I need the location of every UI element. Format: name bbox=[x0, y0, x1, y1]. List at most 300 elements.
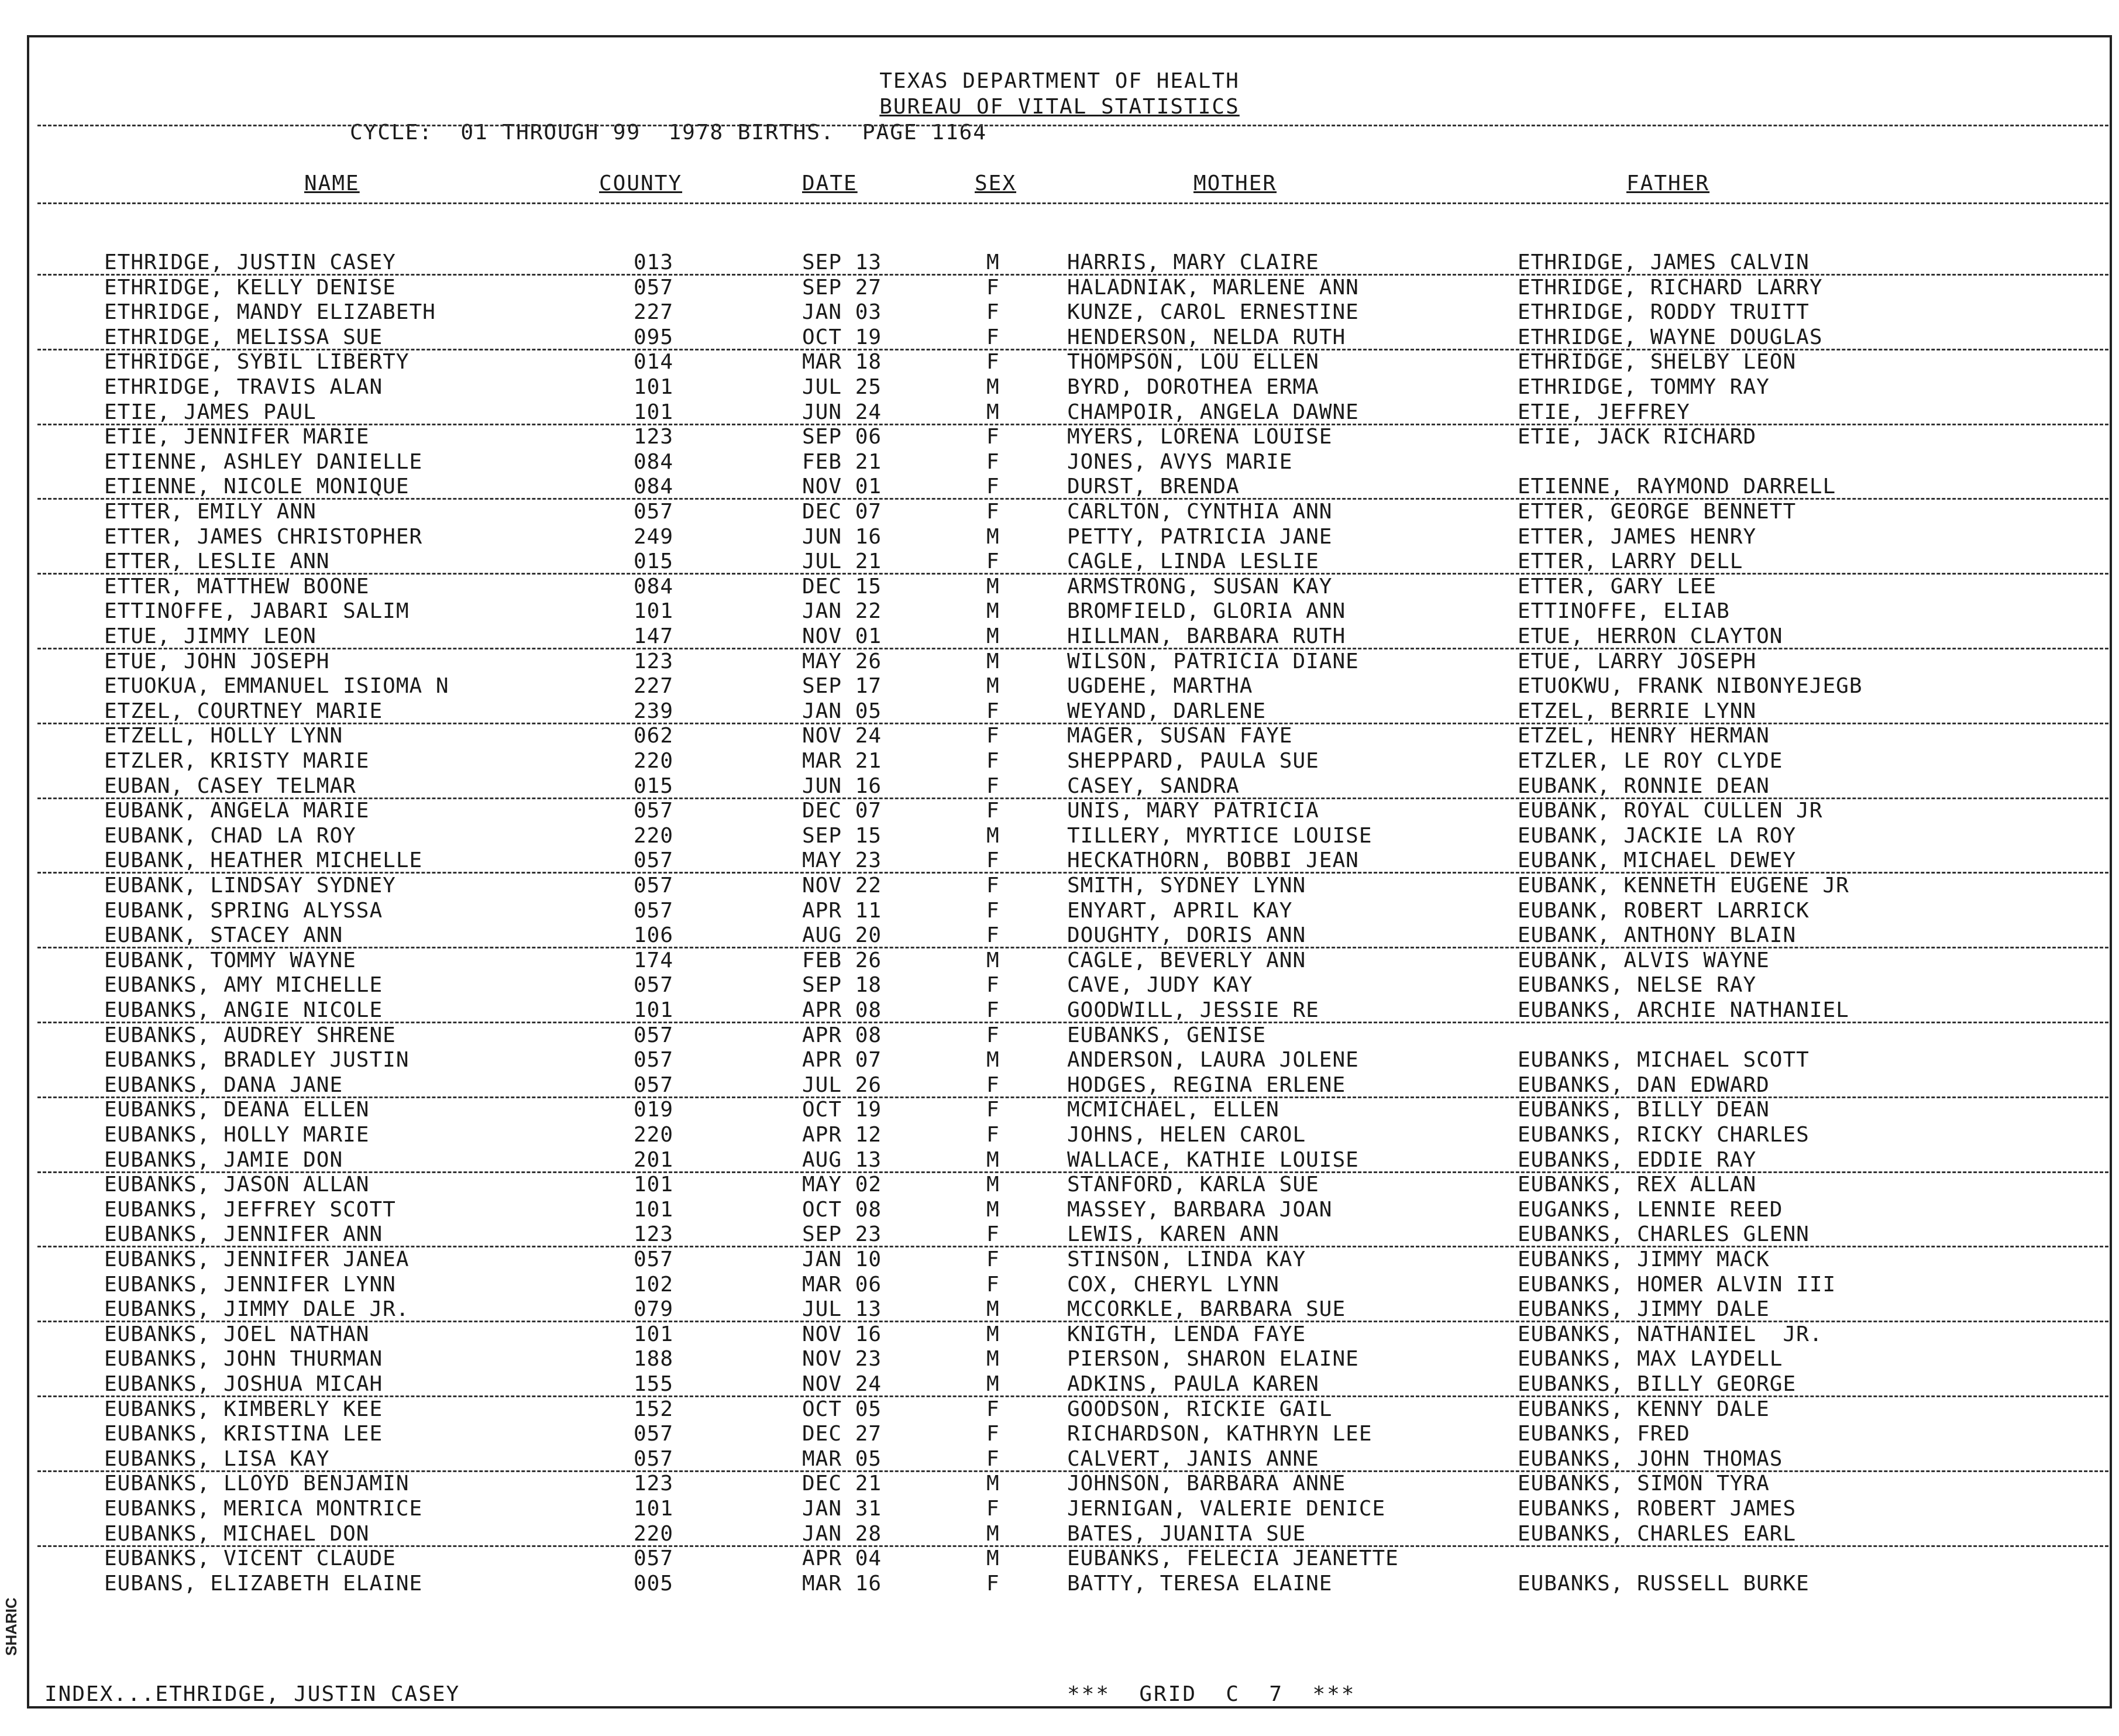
cell-county: 005 bbox=[634, 1571, 674, 1596]
cell-father: ETZLER, LE ROY CLYDE bbox=[1518, 749, 1783, 773]
cell-father: EUBANKS, ARCHIE NATHANIEL bbox=[1518, 998, 1849, 1022]
cell-mother: JONES, AVYS MARIE bbox=[1067, 449, 1293, 474]
cell-name: ETZLER, KRISTY MARIE bbox=[104, 749, 370, 773]
cell-date: APR 07 bbox=[802, 1048, 882, 1072]
table-row bbox=[0, 1247, 2119, 1272]
cell-name: EUBANKS, KRISTINA LEE bbox=[104, 1422, 383, 1446]
table-row bbox=[0, 1148, 2119, 1173]
cell-county: 101 bbox=[634, 1197, 674, 1222]
side-label: SHARIC bbox=[2, 1597, 20, 1656]
table-row bbox=[0, 799, 2119, 823]
cell-sex: F bbox=[986, 1422, 1000, 1446]
cell-county: 057 bbox=[634, 500, 674, 524]
cell-mother: MCCORKLE, BARBARA SUE bbox=[1067, 1297, 1346, 1322]
cell-mother: WILSON, PATRICIA DIANE bbox=[1067, 649, 1359, 673]
table-row bbox=[0, 1222, 2119, 1247]
cell-date: JUN 24 bbox=[802, 400, 882, 424]
cell-mother: JOHNS, HELEN CAROL bbox=[1067, 1123, 1306, 1147]
cell-county: 015 bbox=[634, 774, 674, 798]
cell-name: EUBANKS, KIMBERLY KEE bbox=[104, 1397, 383, 1421]
cell-father: EUBANKS, MICHAEL SCOTT bbox=[1518, 1048, 1810, 1072]
cell-date: SEP 17 bbox=[802, 674, 882, 699]
col-header-mother: MOTHER bbox=[1193, 171, 1277, 195]
cell-sex: M bbox=[986, 250, 1000, 274]
cell-name: EUBANKS, ANGIE NICOLE bbox=[104, 998, 383, 1022]
cell-name: ETHRIDGE, KELLY DENISE bbox=[104, 275, 396, 300]
table-row bbox=[0, 848, 2119, 873]
cycle-line: CYCLE: 01 THROUGH 99 1978 BIRTHS. PAGE 1164 bbox=[350, 121, 987, 145]
cell-date: APR 08 bbox=[802, 1023, 882, 1047]
cell-father: ETIE, JEFFREY bbox=[1518, 400, 1690, 424]
table-row bbox=[0, 899, 2119, 923]
cell-name: EUBANK, HEATHER MICHELLE bbox=[104, 848, 423, 873]
cell-father: ETHRIDGE, WAYNE DOUGLAS bbox=[1518, 325, 1823, 349]
cell-mother: GOODSON, RICKIE GAIL bbox=[1067, 1397, 1333, 1421]
cell-father: EUBANKS, NATHANIEL JR. bbox=[1518, 1322, 1823, 1346]
cell-county: 101 bbox=[634, 400, 674, 424]
cell-sex: F bbox=[986, 1397, 1000, 1421]
cell-mother: TILLERY, MYRTICE LOUISE bbox=[1067, 823, 1372, 848]
cell-sex: F bbox=[986, 475, 1000, 499]
cell-date: AUG 20 bbox=[802, 923, 882, 948]
cell-mother: CAGLE, BEVERLY ANN bbox=[1067, 948, 1306, 972]
cell-county: 227 bbox=[634, 300, 674, 325]
cell-mother: MASSEY, BARBARA JOAN bbox=[1067, 1197, 1333, 1222]
cell-name: EUBANKS, LLOYD BENJAMIN bbox=[104, 1472, 410, 1496]
cell-date: OCT 19 bbox=[802, 325, 882, 349]
cell-date: APR 08 bbox=[802, 998, 882, 1022]
cell-mother: HODGES, REGINA ERLENE bbox=[1067, 1072, 1346, 1097]
cell-sex: F bbox=[986, 923, 1000, 948]
cell-mother: MCMICHAEL, ELLEN bbox=[1067, 1098, 1279, 1122]
cell-mother: KUNZE, CAROL ERNESTINE bbox=[1067, 300, 1359, 325]
cell-date: JUL 25 bbox=[802, 375, 882, 399]
cell-county: 095 bbox=[634, 325, 674, 349]
table-row bbox=[0, 300, 2119, 325]
cell-father: EUBANKS, REX ALLAN bbox=[1518, 1173, 1757, 1197]
cell-date: SEP 23 bbox=[802, 1222, 882, 1247]
cell-mother: ENYART, APRIL KAY bbox=[1067, 898, 1293, 923]
cell-date: NOV 16 bbox=[802, 1322, 882, 1346]
cell-mother: JOHNSON, BARBARA ANNE bbox=[1067, 1472, 1346, 1496]
cell-name: EUBANKS, JOSHUA MICAH bbox=[104, 1372, 383, 1396]
cell-name: EUBANK, ANGELA MARIE bbox=[104, 799, 370, 823]
table-row bbox=[0, 1123, 2119, 1147]
cell-father: ETZEL, BERRIE LYNN bbox=[1518, 699, 1757, 723]
cell-date: JAN 22 bbox=[802, 599, 882, 624]
cell-name: EUBANKS, JENNIFER JANEA bbox=[104, 1247, 410, 1271]
cell-name: ETUOKUA, EMMANUEL ISIOMA N bbox=[104, 674, 449, 699]
cell-father: ETHRIDGE, RODDY TRUITT bbox=[1518, 300, 1810, 325]
table-row bbox=[0, 874, 2119, 898]
cell-name: EUBANK, SPRING ALYSSA bbox=[104, 898, 383, 923]
table-row bbox=[0, 1048, 2119, 1072]
cell-mother: LEWIS, KAREN ANN bbox=[1067, 1222, 1279, 1247]
cell-name: ETIENNE, NICOLE MONIQUE bbox=[104, 475, 410, 499]
cell-sex: M bbox=[986, 524, 1000, 549]
table-row bbox=[0, 1073, 2119, 1098]
cell-mother: WEYAND, DARLENE bbox=[1067, 699, 1267, 723]
cell-name: EUBANKS, JENNIFER ANN bbox=[104, 1222, 383, 1247]
cell-name: EUBAN, CASEY TELMAR bbox=[104, 774, 356, 798]
table-row bbox=[0, 1173, 2119, 1197]
cell-county: 249 bbox=[634, 524, 674, 549]
cell-county: 123 bbox=[634, 425, 674, 449]
table-row bbox=[0, 1422, 2119, 1446]
cell-father: EUBANKS, JIMMY DALE bbox=[1518, 1297, 1770, 1322]
col-header-sex: SEX bbox=[975, 171, 1017, 195]
cell-name: EUBANKS, AMY MICHELLE bbox=[104, 973, 383, 998]
cell-date: NOV 22 bbox=[802, 874, 882, 898]
cell-date: DEC 15 bbox=[802, 574, 882, 599]
cell-mother: PIERSON, SHARON ELAINE bbox=[1067, 1347, 1359, 1371]
table-row bbox=[0, 1497, 2119, 1521]
table-row bbox=[0, 998, 2119, 1023]
cell-county: 057 bbox=[634, 973, 674, 998]
cell-father: EUBANK, JACKIE LA ROY bbox=[1518, 823, 1797, 848]
cell-name: ETHRIDGE, TRAVIS ALAN bbox=[104, 375, 383, 399]
cell-mother: HALADNIAK, MARLENE ANN bbox=[1067, 275, 1359, 300]
cell-sex: M bbox=[986, 599, 1000, 624]
cell-mother: DOUGHTY, DORIS ANN bbox=[1067, 923, 1306, 948]
cell-county: 174 bbox=[634, 948, 674, 972]
cell-county: 084 bbox=[634, 449, 674, 474]
cell-mother: ADKINS, PAULA KAREN bbox=[1067, 1372, 1319, 1396]
cell-sex: F bbox=[986, 1272, 1000, 1297]
cell-date: JAN 03 bbox=[802, 300, 882, 325]
cell-county: 106 bbox=[634, 923, 674, 948]
cell-mother: BATES, JUANITA SUE bbox=[1067, 1521, 1306, 1546]
table-row bbox=[0, 1098, 2119, 1122]
cell-father: ETTER, JAMES HENRY bbox=[1518, 524, 1757, 549]
cell-mother: CALVERT, JANIS ANNE bbox=[1067, 1446, 1319, 1471]
table-row bbox=[0, 1472, 2119, 1496]
table-row bbox=[0, 525, 2119, 549]
cell-county: 057 bbox=[634, 799, 674, 823]
cell-sex: M bbox=[986, 1521, 1000, 1546]
cell-mother: ANDERSON, LAURA JOLENE bbox=[1067, 1048, 1359, 1072]
cell-mother: HENDERSON, NELDA RUTH bbox=[1067, 325, 1346, 349]
cell-name: EUBANKS, AUDREY SHRENE bbox=[104, 1023, 396, 1047]
cell-county: 101 bbox=[634, 599, 674, 624]
cell-date: MAY 02 bbox=[802, 1173, 882, 1197]
table-row bbox=[0, 824, 2119, 848]
cell-date: SEP 27 bbox=[802, 275, 882, 300]
cell-father: EUBANKS, CHARLES GLENN bbox=[1518, 1222, 1810, 1247]
cell-mother: RICHARDSON, KATHRYN LEE bbox=[1067, 1422, 1372, 1446]
cell-father: ETUE, LARRY JOSEPH bbox=[1518, 649, 1757, 673]
cell-county: 057 bbox=[634, 1072, 674, 1097]
cell-father: EUBANK, MICHAEL DEWEY bbox=[1518, 848, 1797, 873]
cell-father: EUBANKS, RUSSELL BURKE bbox=[1518, 1571, 1810, 1596]
cell-county: 101 bbox=[634, 1322, 674, 1346]
cell-mother: KNIGTH, LENDA FAYE bbox=[1067, 1322, 1306, 1346]
cell-name: ETTINOFFE, JABARI SALIM bbox=[104, 599, 410, 624]
cell-date: APR 04 bbox=[802, 1546, 882, 1571]
cell-name: EUBANKS, JEFFREY SCOTT bbox=[104, 1197, 396, 1222]
cell-county: 057 bbox=[634, 1422, 674, 1446]
cell-father: ETUE, HERRON CLAYTON bbox=[1518, 624, 1783, 648]
cell-date: MAY 23 bbox=[802, 848, 882, 873]
cell-name: EUBANKS, JASON ALLAN bbox=[104, 1173, 370, 1197]
cell-name: EUBANKS, JOEL NATHAN bbox=[104, 1322, 370, 1346]
table-row bbox=[0, 724, 2119, 748]
cell-county: 015 bbox=[634, 549, 674, 574]
cell-date: JUL 13 bbox=[802, 1297, 882, 1322]
cell-date: MAR 18 bbox=[802, 350, 882, 374]
cell-sex: M bbox=[986, 948, 1000, 972]
cell-date: SEP 18 bbox=[802, 973, 882, 998]
cell-name: EUBANKS, JIMMY DALE JR. bbox=[104, 1297, 410, 1322]
cell-father: ETTER, LARRY DELL bbox=[1518, 549, 1743, 574]
cell-county: 220 bbox=[634, 1521, 674, 1546]
table-row bbox=[0, 475, 2119, 499]
cell-mother: SHEPPARD, PAULA SUE bbox=[1067, 749, 1319, 773]
cell-father: EUBANKS, EDDIE RAY bbox=[1518, 1147, 1757, 1172]
cell-father: EUBANK, ROBERT LARRICK bbox=[1518, 898, 1810, 923]
cell-father: ETUOKWU, FRANK NIBONYEJEGB bbox=[1518, 674, 1863, 699]
cell-date: MAY 26 bbox=[802, 649, 882, 673]
cell-father: EUBANK, ALVIS WAYNE bbox=[1518, 948, 1770, 972]
cell-sex: F bbox=[986, 799, 1000, 823]
table-row bbox=[0, 774, 2119, 799]
cell-sex: F bbox=[986, 425, 1000, 449]
table-row bbox=[0, 674, 2119, 699]
cell-county: 123 bbox=[634, 649, 674, 673]
cell-mother: CHAMPOIR, ANGELA DAWNE bbox=[1067, 400, 1359, 424]
cell-name: ETUE, JOHN JOSEPH bbox=[104, 649, 330, 673]
cell-name: ETHRIDGE, MELISSA SUE bbox=[104, 325, 383, 349]
cell-county: 057 bbox=[634, 874, 674, 898]
cell-county: 201 bbox=[634, 1147, 674, 1172]
cell-name: EUBANK, TOMMY WAYNE bbox=[104, 948, 356, 972]
cell-name: ETUE, JIMMY LEON bbox=[104, 624, 317, 648]
cell-father: EUBANKS, MAX LAYDELL bbox=[1518, 1347, 1783, 1371]
cell-county: 188 bbox=[634, 1347, 674, 1371]
cell-name: EUBANKS, MICHAEL DON bbox=[104, 1521, 370, 1546]
cell-date: DEC 21 bbox=[802, 1472, 882, 1496]
cell-sex: F bbox=[986, 1072, 1000, 1097]
cell-sex: F bbox=[986, 1123, 1000, 1147]
cell-name: EUBANK, STACEY ANN bbox=[104, 923, 343, 948]
grid-label: *** GRID C 7 *** bbox=[1067, 1682, 1356, 1706]
cell-name: ETTER, MATTHEW BOONE bbox=[104, 574, 370, 599]
cell-sex: M bbox=[986, 574, 1000, 599]
cell-date: DEC 07 bbox=[802, 799, 882, 823]
cell-mother: HARRIS, MARY CLAIRE bbox=[1067, 250, 1319, 274]
cell-sex: F bbox=[986, 774, 1000, 798]
table-row bbox=[0, 699, 2119, 724]
cell-sex: M bbox=[986, 1546, 1000, 1571]
cell-sex: M bbox=[986, 1472, 1000, 1496]
cell-father: EUGANKS, LENNIE REED bbox=[1518, 1197, 1783, 1222]
cell-father: EUBANK, ANTHONY BLAIN bbox=[1518, 923, 1797, 948]
cell-county: 155 bbox=[634, 1372, 674, 1396]
cell-mother: UNIS, MARY PATRICIA bbox=[1067, 799, 1319, 823]
cell-mother: GOODWILL, JESSIE RE bbox=[1067, 998, 1319, 1022]
table-row bbox=[0, 1322, 2119, 1347]
cell-sex: F bbox=[986, 1571, 1000, 1596]
header-rule bbox=[37, 125, 2108, 126]
cell-sex: F bbox=[986, 500, 1000, 524]
cell-sex: M bbox=[986, 1048, 1000, 1072]
cell-name: ETTER, LESLIE ANN bbox=[104, 549, 330, 574]
cell-sex: M bbox=[986, 400, 1000, 424]
cell-name: ETIE, JAMES PAUL bbox=[104, 400, 317, 424]
cell-date: SEP 15 bbox=[802, 823, 882, 848]
cell-mother: BATTY, TERESA ELAINE bbox=[1067, 1571, 1333, 1596]
cell-name: ETZEL, COURTNEY MARIE bbox=[104, 699, 383, 723]
table-row bbox=[0, 1572, 2119, 1596]
table-row bbox=[0, 1372, 2119, 1397]
cell-county: 101 bbox=[634, 998, 674, 1022]
cell-sex: M bbox=[986, 1322, 1000, 1346]
cell-date: DEC 27 bbox=[802, 1422, 882, 1446]
cell-county: 239 bbox=[634, 699, 674, 723]
cell-county: 220 bbox=[634, 823, 674, 848]
cell-sex: F bbox=[986, 1247, 1000, 1271]
cell-name: ETIENNE, ASHLEY DANIELLE bbox=[104, 449, 423, 474]
cell-father: ETHRIDGE, TOMMY RAY bbox=[1518, 375, 1770, 399]
cell-father: ETHRIDGE, RICHARD LARRY bbox=[1518, 275, 1823, 300]
cell-county: 101 bbox=[634, 1173, 674, 1197]
cell-sex: M bbox=[986, 1197, 1000, 1222]
cell-sex: M bbox=[986, 1372, 1000, 1396]
table-row bbox=[0, 375, 2119, 400]
table-row bbox=[0, 599, 2119, 624]
cell-mother: JERNIGAN, VALERIE DENICE bbox=[1067, 1497, 1386, 1521]
table-row bbox=[0, 400, 2119, 425]
column-header-rule bbox=[37, 202, 2108, 204]
cell-name: EUBANKS, JAMIE DON bbox=[104, 1147, 343, 1172]
cell-name: EUBANK, CHAD LA ROY bbox=[104, 823, 356, 848]
table-row bbox=[0, 1198, 2119, 1222]
cell-county: 057 bbox=[634, 898, 674, 923]
cell-mother: BROMFIELD, GLORIA ANN bbox=[1067, 599, 1346, 624]
cell-date: MAR 16 bbox=[802, 1571, 882, 1596]
cell-mother: HILLMAN, BARBARA RUTH bbox=[1067, 624, 1346, 648]
cell-father: EUBANKS, SIMON TYRA bbox=[1518, 1472, 1770, 1496]
cell-mother: EUBANKS, FELECIA JEANETTE bbox=[1067, 1546, 1399, 1571]
cell-sex: F bbox=[986, 1222, 1000, 1247]
cell-sex: F bbox=[986, 300, 1000, 325]
cell-date: APR 12 bbox=[802, 1123, 882, 1147]
cell-father: EUBANKS, DAN EDWARD bbox=[1518, 1072, 1770, 1097]
cell-sex: F bbox=[986, 973, 1000, 998]
cell-mother: MYERS, LORENA LOUISE bbox=[1067, 425, 1333, 449]
cell-sex: F bbox=[986, 749, 1000, 773]
table-row bbox=[0, 973, 2119, 998]
cell-date: NOV 01 bbox=[802, 624, 882, 648]
cell-date: NOV 24 bbox=[802, 724, 882, 748]
cell-county: 102 bbox=[634, 1272, 674, 1297]
cell-sex: F bbox=[986, 1023, 1000, 1047]
cell-county: 123 bbox=[634, 1222, 674, 1247]
cell-father: EUBANKS, CHARLES EARL bbox=[1518, 1521, 1797, 1546]
table-row bbox=[0, 1023, 2119, 1048]
cell-father: EUBANKS, FRED bbox=[1518, 1422, 1690, 1446]
cell-sex: F bbox=[986, 325, 1000, 349]
cell-date: NOV 24 bbox=[802, 1372, 882, 1396]
cell-sex: M bbox=[986, 624, 1000, 648]
cell-county: 019 bbox=[634, 1098, 674, 1122]
cell-mother: UGDEHE, MARTHA bbox=[1067, 674, 1253, 699]
cell-sex: F bbox=[986, 549, 1000, 574]
table-row bbox=[0, 549, 2119, 574]
cell-mother: CARLTON, CYNTHIA ANN bbox=[1067, 500, 1333, 524]
cell-name: ETZELL, HOLLY LYNN bbox=[104, 724, 343, 748]
table-row bbox=[0, 450, 2119, 475]
cell-mother: CAVE, JUDY KAY bbox=[1067, 973, 1253, 998]
cell-date: JUN 16 bbox=[802, 774, 882, 798]
cell-mother: MAGER, SUSAN FAYE bbox=[1067, 724, 1293, 748]
cell-sex: F bbox=[986, 350, 1000, 374]
cell-mother: WALLACE, KATHIE LOUISE bbox=[1067, 1147, 1359, 1172]
cell-date: OCT 05 bbox=[802, 1397, 882, 1421]
cell-date: OCT 08 bbox=[802, 1197, 882, 1222]
cell-sex: F bbox=[986, 449, 1000, 474]
cell-mother: PETTY, PATRICIA JANE bbox=[1067, 524, 1333, 549]
cell-sex: M bbox=[986, 1173, 1000, 1197]
cell-father: EUBANKS, HOMER ALVIN III bbox=[1518, 1272, 1836, 1297]
table-row bbox=[0, 325, 2119, 350]
bureau-title: BUREAU OF VITAL STATISTICS bbox=[879, 95, 1240, 119]
cell-name: ETTER, JAMES CHRISTOPHER bbox=[104, 524, 423, 549]
cell-date: APR 11 bbox=[802, 898, 882, 923]
cell-mother: STANFORD, KARLA SUE bbox=[1067, 1173, 1319, 1197]
cell-county: 057 bbox=[634, 848, 674, 873]
cell-county: 057 bbox=[634, 1048, 674, 1072]
cell-county: 227 bbox=[634, 674, 674, 699]
cell-father: EUBANK, RONNIE DEAN bbox=[1518, 774, 1770, 798]
cell-name: ETHRIDGE, MANDY ELIZABETH bbox=[104, 300, 436, 325]
table-row bbox=[0, 250, 2119, 275]
cell-date: MAR 06 bbox=[802, 1272, 882, 1297]
cell-date: MAR 21 bbox=[802, 749, 882, 773]
cell-sex: M bbox=[986, 823, 1000, 848]
col-header-date: DATE bbox=[802, 171, 858, 195]
cell-county: 220 bbox=[634, 749, 674, 773]
cell-sex: F bbox=[986, 1446, 1000, 1471]
cell-county: 057 bbox=[634, 275, 674, 300]
cell-county: 084 bbox=[634, 475, 674, 499]
cell-name: EUBANK, LINDSAY SYDNEY bbox=[104, 874, 396, 898]
cell-mother: HECKATHORN, BOBBI JEAN bbox=[1067, 848, 1359, 873]
cell-date: SEP 13 bbox=[802, 250, 882, 274]
table-row bbox=[0, 1522, 2119, 1546]
cell-sex: F bbox=[986, 874, 1000, 898]
cell-sex: F bbox=[986, 898, 1000, 923]
cell-sex: M bbox=[986, 1297, 1000, 1322]
cell-father: EUBANKS, RICKY CHARLES bbox=[1518, 1123, 1810, 1147]
cell-name: ETHRIDGE, SYBIL LIBERTY bbox=[104, 350, 410, 374]
agency-title: TEXAS DEPARTMENT OF HEALTH bbox=[879, 69, 1240, 93]
col-header-name: NAME bbox=[304, 171, 360, 195]
cell-name: ETTER, EMILY ANN bbox=[104, 500, 317, 524]
cell-name: EUBANKS, JENNIFER LYNN bbox=[104, 1272, 396, 1297]
cell-date: FEB 21 bbox=[802, 449, 882, 474]
cell-name: ETHRIDGE, JUSTIN CASEY bbox=[104, 250, 396, 274]
cell-sex: F bbox=[986, 1497, 1000, 1521]
cell-date: JAN 10 bbox=[802, 1247, 882, 1271]
table-row bbox=[0, 425, 2119, 449]
cell-county: 013 bbox=[634, 250, 674, 274]
cell-mother: SMITH, SYDNEY LYNN bbox=[1067, 874, 1306, 898]
cell-mother: CASEY, SANDRA bbox=[1067, 774, 1240, 798]
cell-father: EUBANKS, NELSE RAY bbox=[1518, 973, 1757, 998]
cell-date: NOV 01 bbox=[802, 475, 882, 499]
table-row bbox=[0, 276, 2119, 300]
